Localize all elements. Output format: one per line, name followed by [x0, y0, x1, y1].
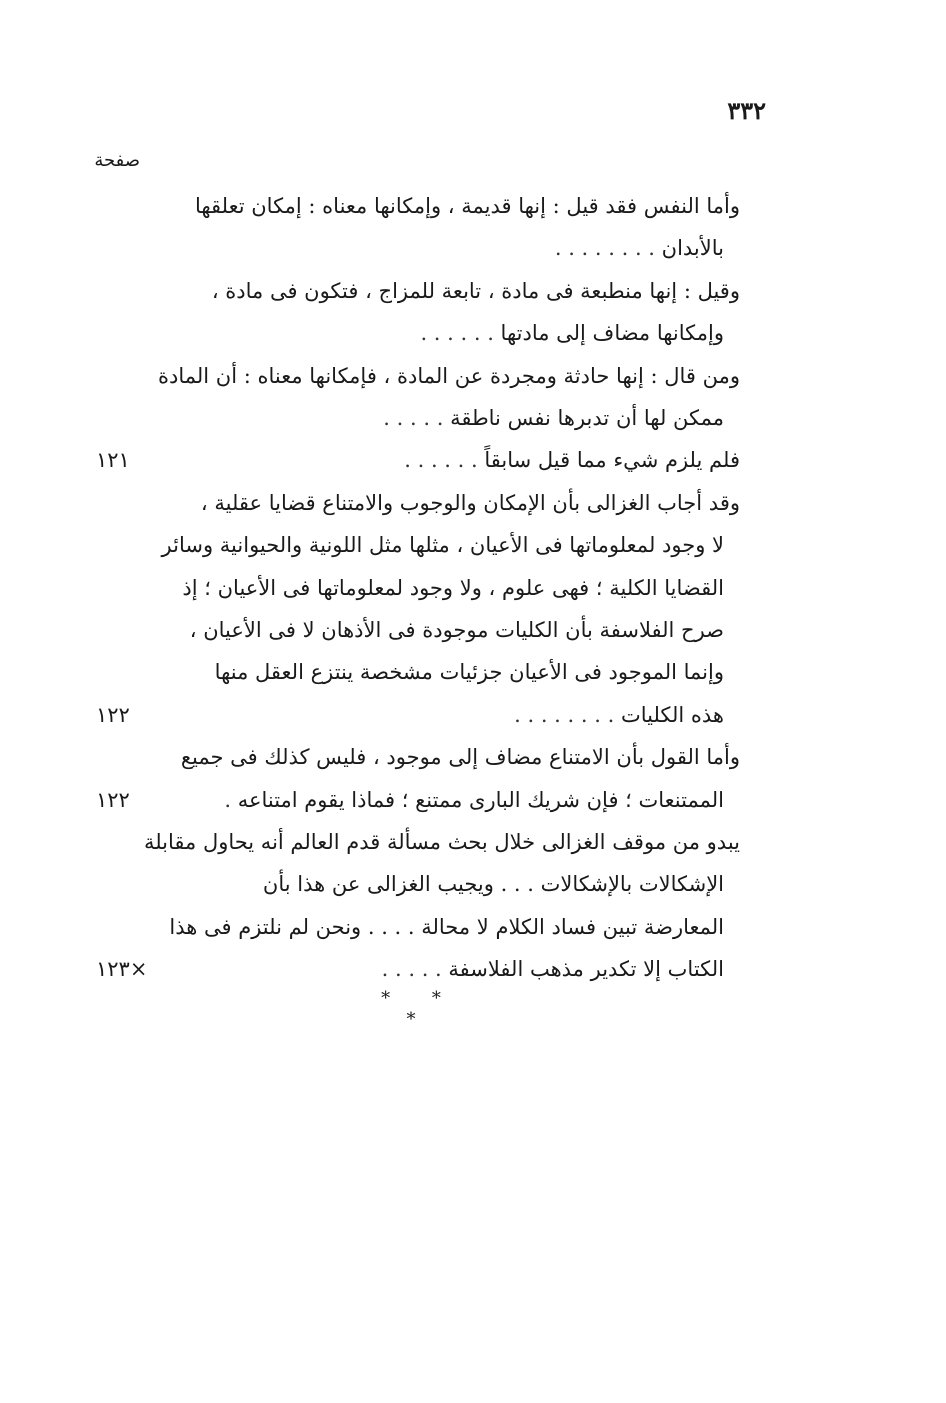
line-text: ومن قال : إنها حادثة ومجردة عن المادة ، فإمكانها معناه : أن المادة: [157, 364, 740, 388]
ornament: * * *: [381, 988, 459, 1030]
text-line: [189, 608, 724, 652]
line-text: وإمكانها مضاف إلى مادتها: [500, 321, 724, 345]
text-line: [161, 523, 724, 567]
line-text: الكتاب إلا تكدير مذهب الفلاسفة: [448, 957, 724, 981]
line-text: لا وجود لمعلوماتها فى الأعيان ، مثلها مثل اللونية والحيوانية وسائر: [161, 533, 724, 557]
text-line: [200, 650, 724, 694]
leader-dots: . . . . .: [381, 957, 449, 981]
text-line: [200, 396, 724, 440]
line-text: فلم يلزم شيء مما قيل سابقاً: [484, 448, 740, 472]
text-line: [200, 862, 724, 906]
line-text: وقد أجاب الغزالى بأن الإمكان والوجوب والامتناع قضايا عقلية ،: [200, 491, 740, 515]
line-text: الممتنعات ؛ فإن شريك البارى ممتنع ؛ فماذا يقوم امتناعه: [237, 788, 724, 812]
leader-dots: . . . . . . . .: [554, 236, 662, 260]
text-line: [200, 481, 740, 525]
text-line: [200, 226, 724, 270]
line-text: القضايا الكلية ؛ فهى علوم ، ولا وجود لمعلوماتها فى الأعيان ؛ إذ: [182, 576, 724, 600]
text-line: [200, 438, 740, 482]
line-text: الإشكالات بالإشكالات . . . ويجيب الغزالى عن هذا بأن: [262, 872, 724, 896]
text-line: [200, 947, 724, 991]
leader-dots: . . . . . .: [420, 321, 501, 345]
page-number: ٣٣٢: [727, 96, 766, 125]
page-reference: ١٢٢: [96, 703, 130, 727]
line-text: وأما النفس فقد قيل : إنها قديمة ، وإمكانها معناه : إمكان تعلقها: [194, 194, 740, 218]
column-label: صفحة: [94, 150, 140, 171]
line-text: بالأبدان: [661, 236, 724, 260]
text-line: [200, 693, 724, 737]
page-reference: ١٢١: [96, 448, 130, 472]
line-text: وإنما الموجود فى الأعيان جزئيات مشخصة ينتزع العقل منها: [214, 660, 724, 684]
line-text: يبدو من موقف الغزالى خلال بحث مسألة قدم العالم أنه يحاول مقابلة: [143, 830, 740, 854]
line-text: وقيل : إنها منطبعة فى مادة ، تابعة للمزاج ، فتكون فى مادة ،: [211, 279, 740, 303]
leader-dots: . . . . . .: [404, 448, 485, 472]
text-line: [200, 269, 740, 313]
text-line: [180, 735, 740, 779]
line-text: ممكن لها أن تدبرها نفس ناطقة: [450, 406, 724, 430]
leader-dots: . . . . . . . .: [514, 703, 621, 727]
text-line: [194, 184, 740, 228]
page-reference: ١٢٢: [96, 788, 130, 812]
line-text: صرح الفلاسفة بأن الكليات موجودة فى الأذهان لا فى الأعيان ،: [189, 618, 724, 642]
text-line: [143, 820, 740, 864]
text-line: [200, 311, 724, 355]
line-text: هذه الكليات: [620, 703, 724, 727]
leader-dots: .: [224, 788, 238, 812]
leader-dots: . . . . .: [383, 406, 451, 430]
page-reference: ×١٢٣: [96, 957, 148, 981]
text-line: [200, 778, 724, 822]
text-line: [169, 905, 724, 949]
line-text: وأما القول بأن الامتناع مضاف إلى موجود ، فليس كذلك فى جميع: [180, 745, 740, 769]
line-text: المعارضة تبين فساد الكلام لا محالة . . . . ونحن لم نلتزم فى هذا: [169, 915, 724, 939]
text-line: [157, 354, 740, 398]
text-line: [182, 566, 724, 610]
